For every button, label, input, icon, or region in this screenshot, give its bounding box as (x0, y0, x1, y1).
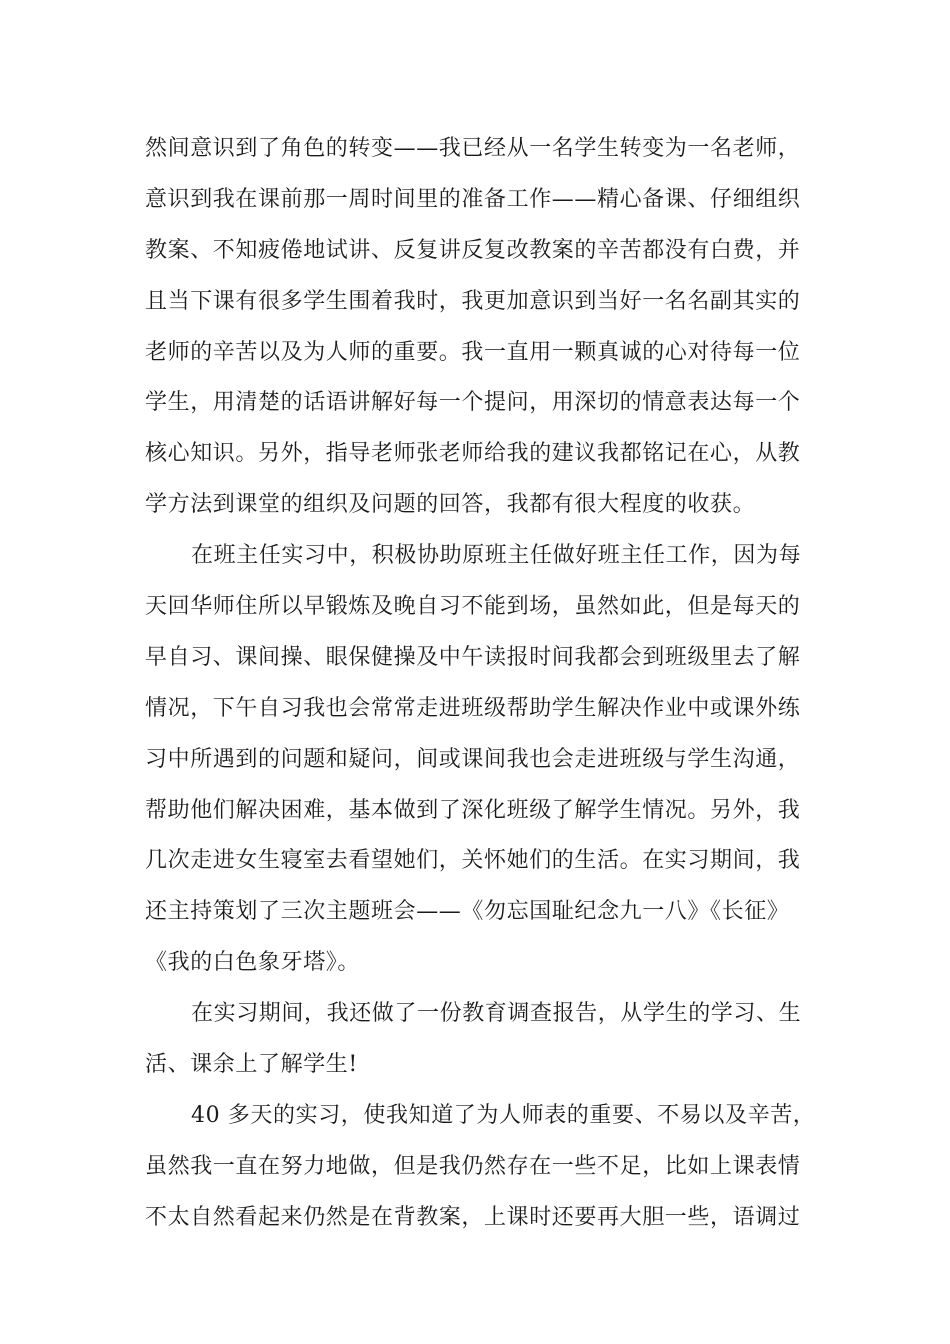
text-line: 在班主任实习中，积极协助原班主任做好班主任工作，因为每 (191, 543, 802, 569)
document-body (145, 124, 815, 1244)
text-line: 早自习、课间操、眼保健操及中午读报时间我都会到班级里去了解 (145, 644, 801, 670)
text-line: 几次走进女生寝室去看望她们，关怀她们的生活。在实习期间，我 (145, 848, 801, 874)
text-line: 情况，下午自习我也会常常走进班级帮助学生解决作业中或课外练 (145, 695, 801, 721)
text-line: 老师的辛苦以及为人师的重要。我一直用一颗真诚的心对待每一位 (145, 339, 801, 365)
text-line: 学生，用清楚的话语讲解好每一个提问，用深切的情意表达每一个 (145, 390, 801, 416)
text-line: 帮助他们解决困难，基本做到了深化班级了解学生情况。另外，我 (145, 797, 801, 823)
text-line: 核心知识。另外，指导老师张老师给我的建议我都铭记在心，从教 (145, 441, 801, 467)
text-line: 虽然我一直在努力地做，但是我仍然存在一些不足，比如上课表情 (145, 1153, 801, 1179)
text-line: 天回华师住所以早锻炼及晚自习不能到场，虽然如此，但是每天的 (145, 594, 801, 620)
text-line: 《我的白色象牙塔》。 (145, 950, 361, 976)
text-line: 习中所遇到的问题和疑问，间或课间我也会走进班级与学生沟通， (145, 746, 801, 772)
text-line: 活、课余上了解学生! (145, 1052, 358, 1078)
text-line: 且当下课有很多学生围着我时，我更加意识到当好一名名副其实的 (145, 288, 801, 314)
text-line: 然间意识到了角色的转变——我已经从一名学生转变为一名老师， (145, 136, 801, 161)
text-line: 教案、不知疲倦地试讲、反复讲反复改教案的辛苦都没有白费，并 (145, 237, 801, 263)
text-line: 不太自然看起来仍然是在背教案，上课时还要再大胆一些，语调过 (145, 1204, 801, 1230)
text-line: 学方法到课堂的组织及问题的回答，我都有很大程度的收获。 (145, 492, 756, 518)
text-line: 40 多天的实习，使我知道了为人师表的重要、不易以及辛苦， (191, 1102, 815, 1128)
text-line: 意识到我在课前那一周时间里的准备工作——精心备课、仔细组织 (145, 186, 801, 212)
text-line: 还主持策划了三次主题班会——《勿忘国耻纪念九一八》《长征》 (145, 899, 790, 925)
text-line: 在实习期间，我还做了一份教育调查报告，从学生的学习、生 (191, 1001, 802, 1027)
